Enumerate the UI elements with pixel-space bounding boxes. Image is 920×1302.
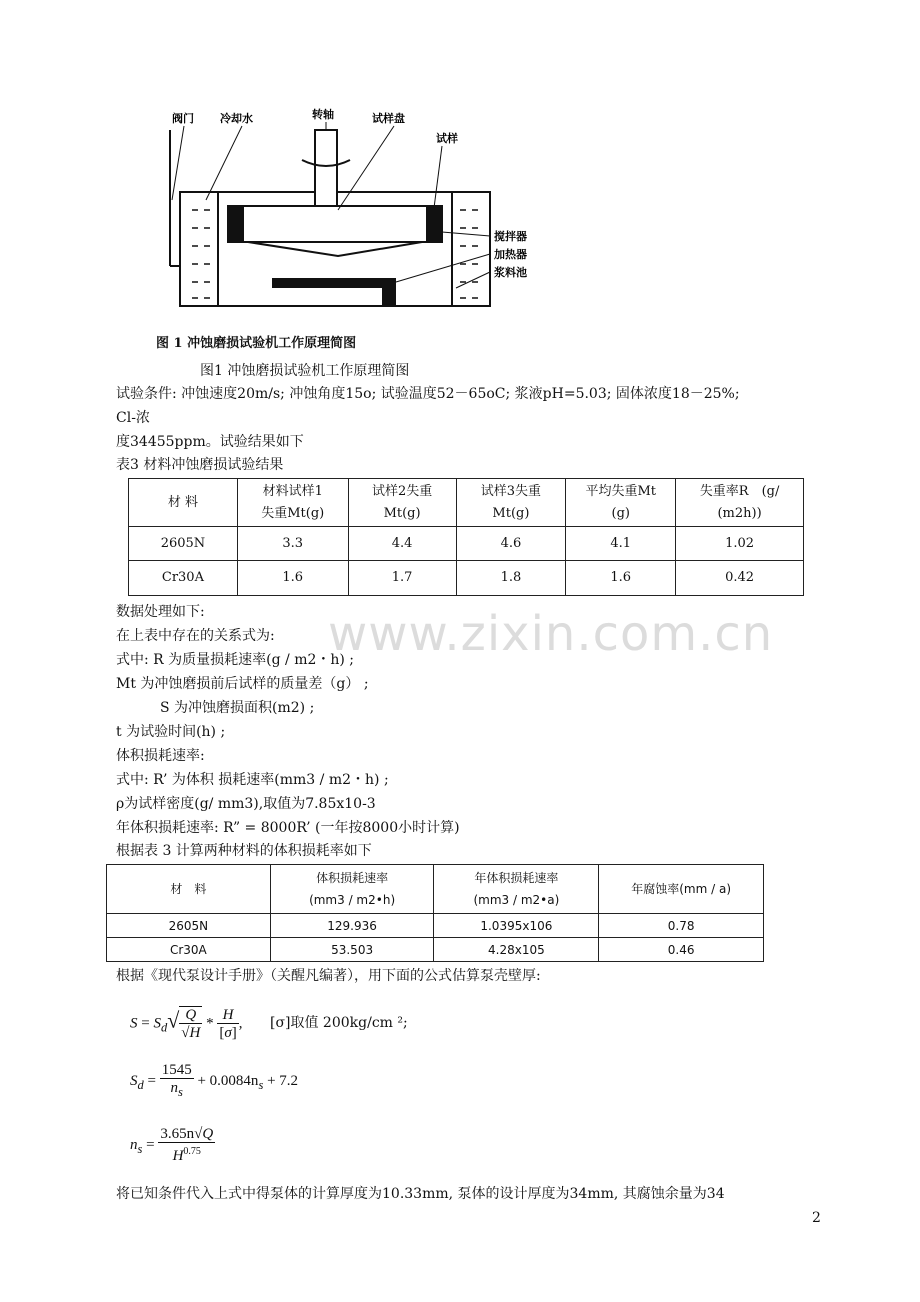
annual-rate: 年体积损耗速率: R” = 8000R’ (一年按8000小时计算) bbox=[116, 820, 460, 836]
table-cell: 2605N bbox=[129, 527, 238, 561]
table4-header: 材 料 bbox=[107, 865, 271, 914]
table3-header: 材 料 bbox=[129, 479, 238, 527]
label-sample-disc: 试样盘 bbox=[372, 112, 405, 125]
conditions-line-2: Cl-浓 bbox=[116, 410, 150, 426]
page-number: 2 bbox=[812, 1210, 821, 1226]
r-definition: 式中: R 为质量损耗速率(g / m2・h) ; bbox=[116, 652, 355, 668]
conditions-line-3: 度34455ppm。试验结果如下 bbox=[116, 434, 304, 450]
label-shaft: 转轴 bbox=[312, 108, 334, 121]
table-cell: 1.6 bbox=[237, 561, 348, 596]
table-row bbox=[129, 561, 804, 596]
table-row bbox=[107, 938, 764, 962]
table-cell: 0.42 bbox=[676, 561, 804, 596]
r2-definition: 式中: R’ 为体积 损耗速率(mm3 / m2・h) ; bbox=[116, 772, 389, 788]
figure-caption-bold: 图 1 冲蚀磨损试验机工作原理简图 bbox=[156, 336, 357, 351]
table-row bbox=[107, 914, 764, 938]
table3-header: 材料试样1 失重Mt(g) bbox=[237, 479, 348, 527]
table-cell: 1.6 bbox=[566, 561, 676, 596]
table-cell: 1.02 bbox=[676, 527, 804, 561]
conclusion-text: 将已知条件代入上式中得泵体的计算厚度为10.33mm, 泵体的设计厚度为34mm, 其腐蚀余量为34 bbox=[116, 1186, 725, 1202]
data-processing: 数据处理如下: bbox=[116, 604, 205, 620]
table3-header: 试样2失重 Mt(g) bbox=[348, 479, 456, 527]
table-cell: Cr30A bbox=[129, 561, 238, 596]
watermark: www.zixin.com.cn bbox=[328, 606, 774, 662]
label-valve: 阀门 bbox=[172, 112, 194, 125]
table-cell: 3.3 bbox=[237, 527, 348, 561]
table-cell: 1.0395x106 bbox=[434, 914, 599, 938]
label-sample: 试样 bbox=[436, 132, 458, 145]
table-cell: 0.46 bbox=[599, 938, 764, 962]
label-stirrer: 搅拌器 bbox=[494, 230, 527, 243]
formula-sd: $S_d$ = $\frac{1545}{n_s}$ + $0.0084n_s + 7.2$ bbox=[130, 1062, 299, 1099]
table-cell: 4.4 bbox=[348, 527, 456, 561]
volume-loss-title: 体积损耗速率: bbox=[116, 748, 205, 764]
formula-wall-thickness: $S = S_d√$ $\frac{Q}{√H}$ * $\frac{H}{[\sigma]}$ , bbox=[130, 1006, 243, 1041]
table-cell: 2605N bbox=[107, 914, 271, 938]
table3-header-row bbox=[129, 479, 804, 527]
table4-header-row bbox=[107, 865, 764, 914]
table4-intro: 根据表 3 计算两种材料的体积损耗率如下 bbox=[116, 843, 372, 859]
table-cell: 1.8 bbox=[456, 561, 566, 596]
table3 bbox=[128, 478, 804, 596]
handbook-text: 根据《现代泵设计手册》（关醒凡编著），用下面的公式估算泵壳壁厚: bbox=[116, 968, 541, 984]
figure-caption: 图1 冲蚀磨损试验机工作原理简图 bbox=[200, 363, 410, 379]
sigma-note: [σ]取值 200kg/cm ²; bbox=[270, 1015, 408, 1031]
table-cell: 129.936 bbox=[270, 914, 434, 938]
table4-header: 年腐蚀率(mm / a) bbox=[599, 865, 764, 914]
table-cell: 4.28x105 bbox=[434, 938, 599, 962]
table-cell: 4.1 bbox=[566, 527, 676, 561]
label-cooling-water: 冷却水 bbox=[220, 112, 253, 125]
table-cell: 4.6 bbox=[456, 527, 566, 561]
table-cell: 1.7 bbox=[348, 561, 456, 596]
table4-header: 年体积损耗速率 (mm3 / m2•a) bbox=[434, 865, 599, 914]
table-cell: Cr30A bbox=[107, 938, 271, 962]
table4 bbox=[106, 864, 764, 962]
relation-text: 在上表中存在的关系式为: bbox=[116, 628, 275, 644]
formula-ns: $n_s$ = $\frac{3.65n√Q}{H^{0.75}}$ bbox=[130, 1126, 214, 1164]
rho-definition: ρ为试样密度(g/ mm3),取值为7.85x10-3 bbox=[116, 796, 376, 812]
label-slurry-tank: 浆料池 bbox=[494, 266, 527, 279]
label-heater: 加热器 bbox=[494, 248, 527, 261]
table-cell: 53.503 bbox=[270, 938, 434, 962]
s-definition: S 为冲蚀磨损面积(m2) ; bbox=[160, 700, 315, 716]
table3-title: 表3 材料冲蚀磨损试验结果 bbox=[116, 457, 284, 473]
table3-header: 试样3失重 Mt(g) bbox=[456, 479, 566, 527]
mt-definition: Mt 为冲蚀磨损前后试样的质量差（g） ; bbox=[116, 676, 369, 692]
table-row bbox=[129, 527, 804, 561]
test-machine-diagram bbox=[160, 100, 560, 320]
t-definition: t 为试验时间(h) ; bbox=[116, 724, 226, 740]
table4-header: 体积损耗速率 (mm3 / m2•h) bbox=[270, 865, 434, 914]
table3-header: 平均失重Mt (g) bbox=[566, 479, 676, 527]
conditions-line-1: 试验条件: 冲蚀速度20m/s; 冲蚀角度15o; 试验温度52－65oC; 浆液pH=5.03; 固体浓度18－25%; bbox=[116, 386, 740, 402]
table-cell: 0.78 bbox=[599, 914, 764, 938]
table3-header: 失重率R (g/ (m2h)) bbox=[676, 479, 804, 527]
